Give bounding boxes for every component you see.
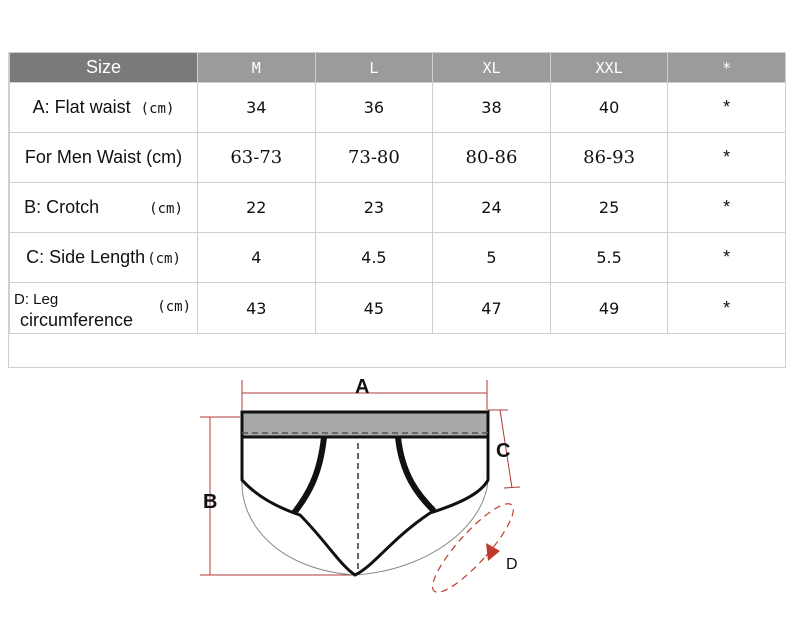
measurement-diagram bbox=[190, 365, 550, 625]
size-header-xl: XL bbox=[433, 53, 551, 83]
row-label-line1: D: Leg bbox=[14, 291, 59, 308]
table-cell: * bbox=[668, 283, 786, 334]
table-cell: 5 bbox=[433, 233, 551, 283]
empty-row bbox=[10, 334, 786, 367]
table-cell: 40 bbox=[550, 83, 668, 133]
table-cell: 25 bbox=[550, 183, 668, 233]
table-row bbox=[10, 233, 786, 283]
table-row bbox=[10, 183, 786, 233]
size-header-cell: Size bbox=[10, 53, 198, 83]
row-label-line2: circumference bbox=[20, 310, 134, 330]
size-header-xxl: XXL bbox=[550, 53, 668, 83]
table-cell: 49 bbox=[550, 283, 668, 334]
table-cell: 4.5 bbox=[315, 233, 433, 283]
row-unit: (cm) bbox=[157, 299, 191, 315]
row-label-leg-circumference bbox=[10, 283, 198, 334]
row-label-text: A: Flat waist bbox=[32, 97, 131, 117]
table-cell: 24 bbox=[433, 183, 551, 233]
table-cell: 86-93 bbox=[550, 133, 668, 183]
row-label-crotch bbox=[10, 183, 198, 233]
table-cell: 38 bbox=[433, 83, 551, 133]
briefs-illustration bbox=[190, 365, 550, 625]
label-b: B bbox=[203, 491, 218, 513]
table-cell: 34 bbox=[198, 83, 316, 133]
row-label-side-length bbox=[10, 233, 198, 283]
table-cell: * bbox=[668, 133, 786, 183]
table-cell: 80-86 bbox=[433, 133, 551, 183]
row-label-men-waist bbox=[10, 133, 198, 183]
header-row bbox=[10, 53, 786, 83]
table-cell: 36 bbox=[315, 83, 433, 133]
size-header-m: M bbox=[198, 53, 316, 83]
table-cell: 73-80 bbox=[315, 133, 433, 183]
row-label-flat-waist bbox=[10, 83, 198, 133]
table-cell: * bbox=[668, 233, 786, 283]
row-unit: (cm) bbox=[147, 251, 181, 267]
table-cell: 63-73 bbox=[198, 133, 316, 183]
row-unit: (cm) bbox=[149, 201, 183, 217]
leg-arrow-icon bbox=[486, 543, 500, 561]
row-unit: (cm) bbox=[140, 101, 175, 117]
table-cell: 47 bbox=[433, 283, 551, 334]
size-table bbox=[9, 52, 786, 367]
row-label-text: B: Crotch bbox=[24, 197, 100, 217]
label-c: C bbox=[496, 440, 511, 462]
leg-label-block bbox=[10, 283, 197, 333]
table-cell: 5.5 bbox=[550, 233, 668, 283]
table-cell: * bbox=[668, 183, 786, 233]
table-cell: 4 bbox=[198, 233, 316, 283]
table-row bbox=[10, 283, 786, 334]
table-cell: 23 bbox=[315, 183, 433, 233]
briefs-body bbox=[242, 437, 488, 575]
table-row bbox=[10, 133, 786, 183]
label-d: D bbox=[506, 556, 518, 573]
row-label-text: C: Side Length bbox=[26, 247, 146, 267]
table-row bbox=[10, 83, 786, 133]
row-label-text: For Men Waist (cm) bbox=[24, 147, 183, 167]
table-cell: 45 bbox=[315, 283, 433, 334]
label-a: A bbox=[355, 376, 370, 398]
empty-cell bbox=[10, 334, 786, 367]
table-cell: * bbox=[668, 83, 786, 133]
size-chart bbox=[8, 52, 786, 368]
size-header-l: L bbox=[315, 53, 433, 83]
size-header-star: * bbox=[668, 53, 786, 83]
table-cell: 22 bbox=[198, 183, 316, 233]
table-cell: 43 bbox=[198, 283, 316, 334]
